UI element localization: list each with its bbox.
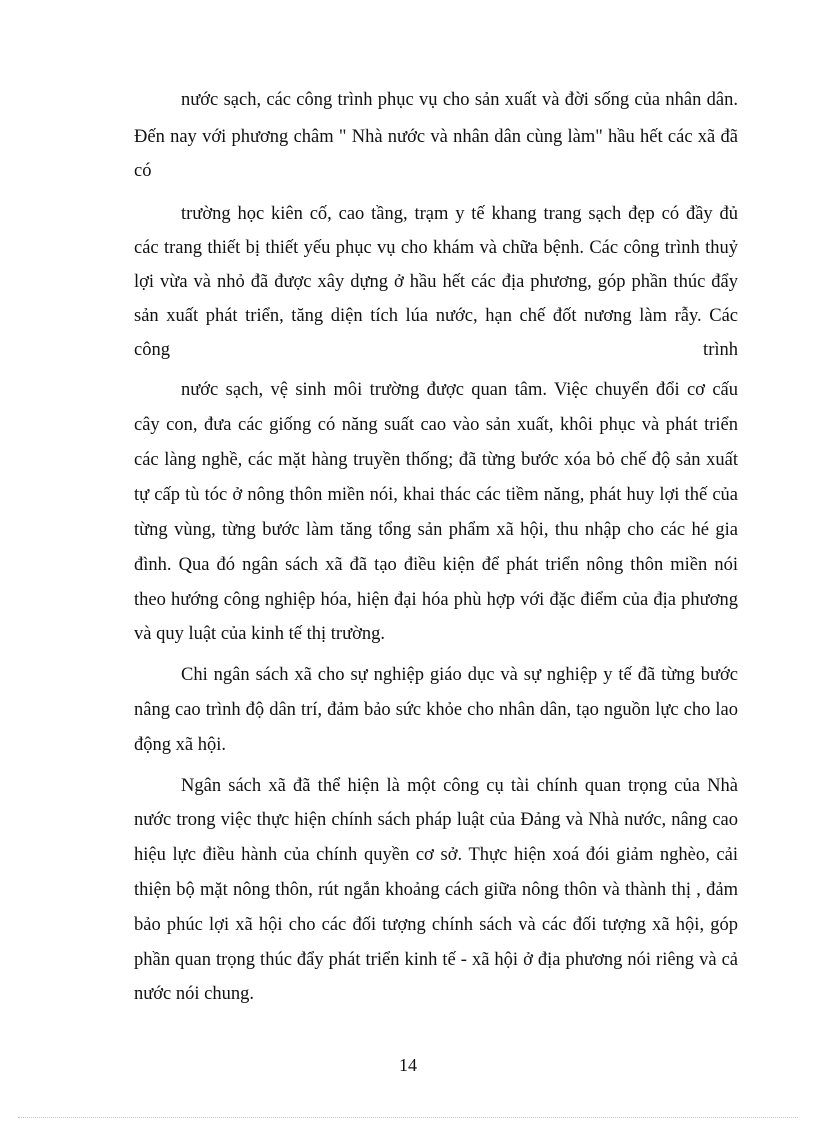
paragraph-4-line-2: nâng cao trình độ dân trí, đảm bảo sức khỏe cho nhân dân, tạo nguồn lực cho lao [134,700,738,720]
paragraph-5-line-3: hiệu lực điều hành của chính quyền cơ sở. Thực hiện xoá đói giảm nghèo, cải [134,845,738,865]
paragraph-4-line-3: động xã hội. [134,735,226,755]
paragraph-2-line-5: công trình [134,340,738,360]
paragraph-5-line-4: thiện bộ mặt nông thôn, rút ngắn khoảng cách giữa nông thôn và thành thị , đảm [134,880,738,900]
paragraph-3-line-4: tự cấp tù tóc ở nông thôn miền nói, khai thác các tiềm năng, phát huy lợi thế của [134,485,738,505]
paragraph-3-line-6: đình. Qua đó ngân sách xã đã tạo điều kiện để phát triển nông thôn miền nói [134,555,738,575]
paragraph-3-line-8: và quy luật của kinh tế thị trường. [134,624,386,644]
page-bottom-divider [18,1117,798,1118]
paragraph-5-line-7: nước nói chung. [134,984,254,1004]
paragraph-2-line-1: trường học kiên cố, cao tầng, trạm y tế khang trang sạch đẹp có đầy đủ [181,204,738,224]
paragraph-1-line-3: có [134,161,152,181]
paragraph-5-line-1: Ngân sách xã đã thể hiện là một công cụ tài chính quan trọng của Nhà [181,776,738,796]
paragraph-1-line-2: Đến nay với phương châm " Nhà nước và nhân dân cùng làm" hầu hết các xã đã [134,127,738,147]
paragraph-3-line-2: cây con, đưa các giống có năng suất cao vào sản xuất, khôi phục và phát triển [134,415,738,435]
paragraph-5-line-5: bảo phúc lợi xã hội cho các đối tượng chính sách và các đối tượng xã hội, góp [134,915,738,935]
paragraph-3-line-3: các làng nghề, các mặt hàng truyền thống; đã từng bước xóa bỏ chế độ sản xuất [134,450,738,470]
paragraph-2-line-4: sản xuất phát triển, tăng diện tích lúa nước, hạn chế đốt nương làm rẫy. Các [134,306,738,326]
paragraph-2-line-2: các trang thiết bị thiết yếu phục vụ cho khám và chữa bệnh. Các công trình thuỷ [134,238,738,258]
paragraph-1-line-1: nước sạch, các công trình phục vụ cho sản xuất và đời sống của nhân dân. [181,90,738,110]
paragraph-3-line-5: từng vùng, từng bước làm tăng tổng sản phẩm xã hội, thu nhập cho các hé gia [134,520,738,540]
page-number: 14 [399,1055,417,1075]
paragraph-5-line-6: phần quan trọng thúc đẩy phát triển kinh tế - xã hội ở địa phương nói riêng và cả [134,950,738,970]
paragraph-2-line-3: lợi vừa và nhỏ đã được xây dựng ở hầu hết các địa phương, góp phần thúc đẩy [134,272,738,292]
paragraph-3-line-7: theo hướng công nghiệp hóa, hiện đại hóa phù hợp với đặc điểm của địa phương [134,590,738,610]
paragraph-5-line-2: nước trong việc thực hiện chính sách pháp luật của Đảng và Nhà nước, nâng cao [134,810,738,830]
paragraph-4-line-1: Chi ngân sách xã cho sự nghiệp giáo dục và sự nghiệp y tế đã từng bước [181,665,738,685]
paragraph-3-line-1: nước sạch, vệ sinh môi trường được quan tâm. Việc chuyển đổi cơ cấu [181,380,738,400]
